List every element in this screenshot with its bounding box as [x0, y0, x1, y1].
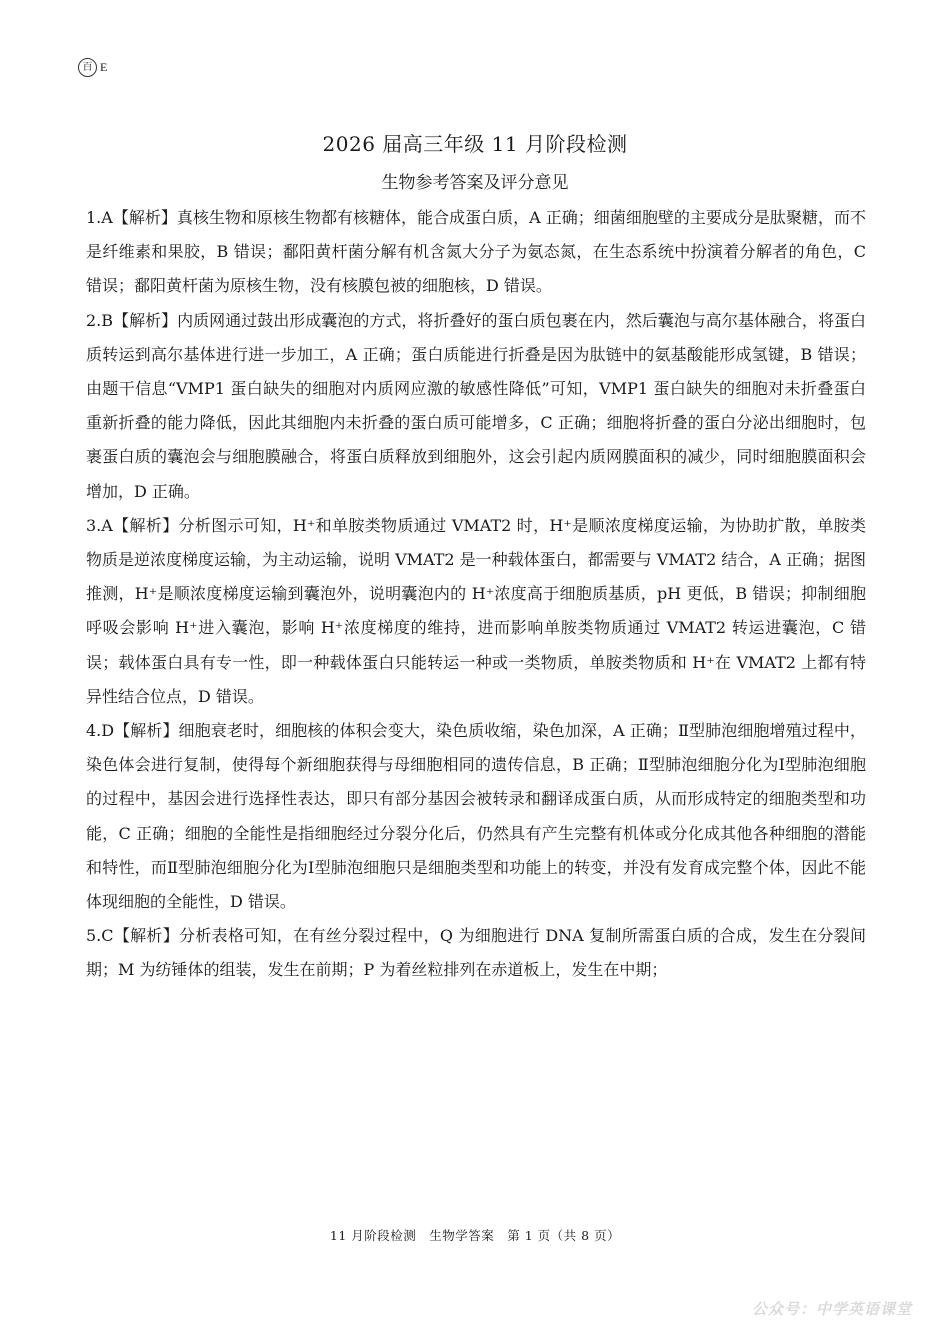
answer-item-3: 3.A【解析】分析图示可知，H⁺和单胺类物质通过 VMAT2 时，H⁺是顺浓度梯度运输，为协助扩散，单胺类物质是逆浓度梯度运输，为主动运输，说明 VMAT2 是一种载体蛋白，都需要与 VMAT2 结合，A 正确；据图推测，H⁺是顺浓度梯度运输到囊泡外，说明囊泡内的 H⁺浓度高于细胞质基质，pH 更低，B 错误；抑制细胞呼吸会影响 H⁺进入囊泡，影响 H⁺浓度梯度的维持，进而影响单胺类物质通过 VMAT2 转运进囊泡，C 错误；载体蛋白具有专一性，即一种载体蛋白只能转运一种或一类物质，单胺类物质和 H⁺在 VMAT2 上都有特异性结合位点，D 错误。 [86, 515, 866, 706]
page-subtitle: 生物参考答案及评分意见 [381, 173, 569, 193]
logo-seal-icon: 百 [78, 58, 97, 77]
answer-item-4: 4.D【解析】细胞衰老时，细胞核的体积会变大，染色质收缩，染色加深，A 正确；Ⅱ型肺泡细胞增殖过程中，染色体会进行复制，使得每个新细胞获得与母细胞相同的遗传信息，B 正确；Ⅱ型肺泡细胞分化为Ⅰ型肺泡细胞的过程中，基因会进行选择性表达，即只有部分基因会被转录和翻译成蛋白质，从而形成特定的细胞类型和功能，C 正确；细胞的全能性是指细胞经过分裂分化后，仍然具有产生完整有机体或分化成其他各种细胞的潜能和特性，而Ⅱ型肺泡细胞分化为Ⅰ型肺泡细胞只是细胞类型和功能上的转变，并没有发育成完整个体，因此不能体现细胞的全能性，D 错误。 [86, 721, 866, 912]
watermark: 公众号：中学英语课堂 [751, 1300, 912, 1318]
logo [78, 58, 107, 77]
logo-letter: E [100, 60, 108, 74]
answer-item-1: 1.A【解析】真核生物和原核生物都有核糖体，能合成蛋白质，A 正确；细菌细胞壁的主要成分是肽聚糖，而不是纤维素和果胶，B 错误；鄱阳黄杆菌分解有机含氮大分子为氨态氮，在生态系统中扮演着分解者的角色，C 错误；鄱阳黄杆菌为原核生物，没有核膜包被的细胞核，D 错误。 [86, 208, 866, 296]
page-footer: 11 月阶段检测 生物学答案 第 1 页（共 8 页） [329, 1228, 621, 1243]
answer-item-2: 2.B【解析】内质网通过鼓出形成囊泡的方式，将折叠好的蛋白质包裹在内，然后囊泡与高尔基体融合，将蛋白质转运到高尔基体进行进一步加工，A 正确；蛋白质能进行折叠是因为肽链中的氨基酸能形成氢键，B 错误；由题干信息“VMP1 蛋白缺失的细胞对内质网应激的敏感性降低”可知，VMP1 蛋白缺失的细胞对未折叠蛋白重新折叠的能力降低，因此其细胞内未折叠的蛋白质可能增多，C 正确；细胞将折叠的蛋白分泌出细胞时，包裹蛋白质的囊泡会与细胞膜融合，将蛋白质释放到细胞外，这会引起内质网膜面积的减少，同时细胞膜面积会增加，D 正确。 [86, 310, 866, 501]
page-title: 2026 届高三年级 11 月阶段检测 [322, 132, 628, 156]
answer-list [86, 201, 866, 988]
answer-item-5: 5.C【解析】分析表格可知，在有丝分裂过程中，Q 为细胞进行 DNA 复制所需蛋白质的合成，发生在分裂间期；M 为纺锤体的组装，发生在前期；P 为着丝粒排列在赤道板上，发生在中期； [86, 926, 866, 980]
